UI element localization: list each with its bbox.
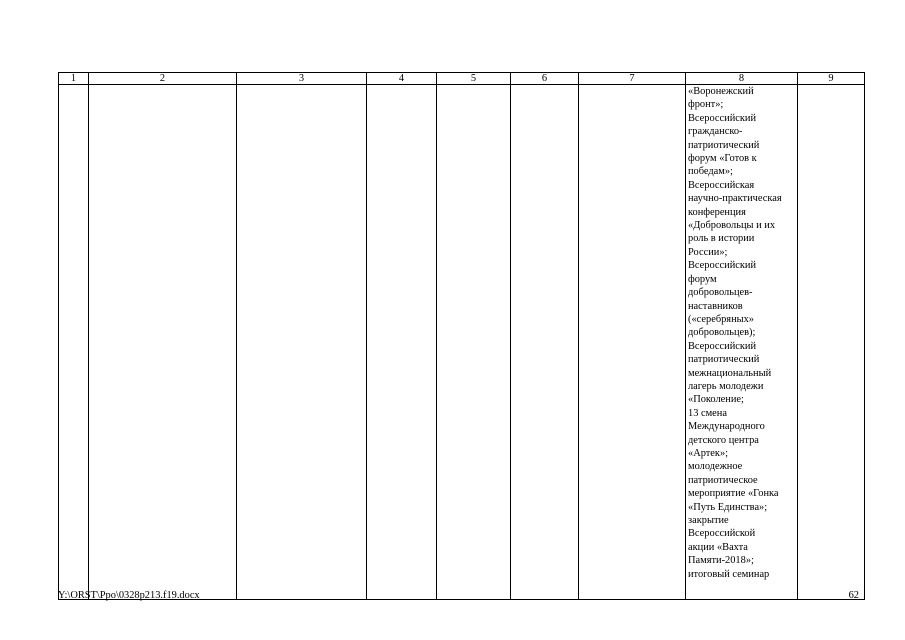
event-text-line: патриотический bbox=[688, 354, 760, 366]
events-cell bbox=[686, 85, 798, 600]
table-header-row bbox=[59, 73, 865, 85]
column-header: 4 bbox=[367, 73, 437, 85]
event-text-line: Всероссийский bbox=[688, 340, 757, 352]
event-text-line: закрытие bbox=[688, 515, 729, 526]
table-cell bbox=[89, 85, 237, 600]
event-text-line: Всероссийский bbox=[688, 260, 757, 272]
column-header: 6 bbox=[511, 73, 579, 85]
column-header: 1 bbox=[59, 73, 89, 85]
event-text-line: лагерь молодежи bbox=[688, 380, 764, 392]
page-number: 62 bbox=[848, 590, 859, 601]
event-text-line: фронт»; bbox=[688, 99, 724, 111]
column-header: 5 bbox=[437, 73, 511, 85]
event-text-line: добровольцев); bbox=[688, 327, 756, 339]
table-row bbox=[59, 85, 865, 600]
table-cell bbox=[798, 85, 865, 600]
event-text-line: Всероссийская bbox=[688, 179, 755, 191]
column-header: 8 bbox=[686, 73, 798, 85]
event-text-line: («серебряных» bbox=[688, 313, 755, 325]
event-text-line: форум bbox=[688, 273, 717, 285]
event-text-line: «Воронежский bbox=[688, 86, 754, 97]
column-header: 9 bbox=[798, 73, 865, 85]
event-text-line: Международного bbox=[688, 421, 765, 433]
event-text-line: роль в истории bbox=[688, 233, 755, 245]
document-file-path: Y:\ORST\Ppo\0328p213.f19.docx bbox=[58, 590, 200, 601]
table-cell bbox=[237, 85, 367, 600]
event-text-line: «Добровольцы и их bbox=[688, 220, 776, 232]
table-cell bbox=[437, 85, 511, 600]
event-text-line: «Поколение; bbox=[688, 394, 744, 406]
event-text-line: патриотическое bbox=[688, 474, 758, 486]
document-table bbox=[58, 72, 865, 600]
event-text-line: форум «Готов к bbox=[688, 153, 757, 165]
column-header: 7 bbox=[579, 73, 686, 85]
event-text-line: детского центра bbox=[688, 434, 759, 446]
event-text-line: добровольцев- bbox=[688, 287, 753, 299]
table-cell bbox=[59, 85, 89, 600]
event-text-line: молодежное bbox=[688, 461, 743, 473]
event-text-line: «Путь Единства»; bbox=[688, 501, 768, 513]
event-text-line: победам»; bbox=[688, 166, 733, 178]
column-header: 3 bbox=[237, 73, 367, 85]
event-text-line: 13 смена bbox=[688, 407, 727, 419]
event-text-line: Всероссийский bbox=[688, 112, 757, 124]
event-text-line: конференция bbox=[688, 206, 746, 218]
table-cell bbox=[579, 85, 686, 600]
event-text-line: межнациональный bbox=[688, 367, 772, 379]
table-cell bbox=[511, 85, 579, 600]
column-header: 2 bbox=[89, 73, 237, 85]
event-text-line: «Артек»; bbox=[688, 447, 729, 459]
table-cell bbox=[367, 85, 437, 600]
event-text-line: научно-практическая bbox=[688, 193, 782, 205]
event-text-line: мероприятие «Гонка bbox=[688, 488, 779, 500]
event-text-line: патриотический bbox=[688, 139, 760, 151]
event-text-line: России»; bbox=[688, 246, 728, 258]
event-text-line: Памяти-2018»; bbox=[688, 555, 754, 567]
event-text-line: акции «Вахта bbox=[688, 541, 748, 553]
event-text-line: Всероссийской bbox=[688, 528, 756, 540]
event-text-line: итоговый семинар bbox=[688, 568, 770, 580]
event-text-line: наставников bbox=[688, 300, 743, 312]
event-text-line: гражданско- bbox=[688, 126, 743, 138]
